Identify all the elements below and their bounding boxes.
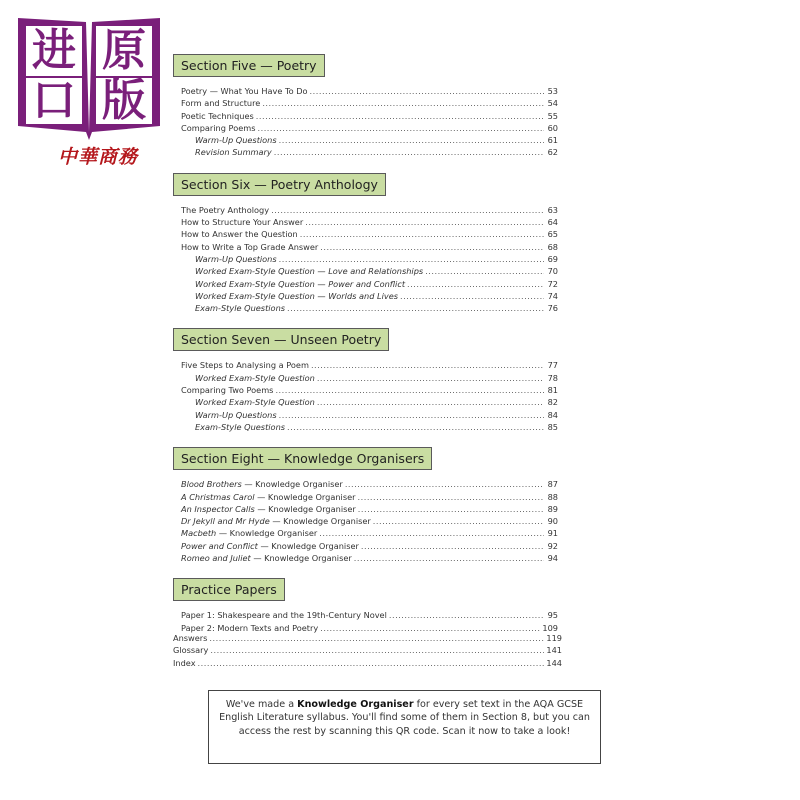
toc-page-number: 54	[547, 98, 558, 109]
table-of-contents	[173, 54, 558, 648]
note-text-before: We've made a	[225, 699, 298, 710]
toc-entry-label: Poetry — What You Have To Do	[181, 86, 308, 96]
toc-entry-label: Worked Exam-Style Question — Worlds and Lives	[195, 290, 398, 301]
toc-entry-suffix: — Knowledge Organiser	[254, 491, 356, 502]
toc-page-number: 55	[547, 110, 558, 121]
dot-leader	[319, 527, 544, 539]
toc-entry-label: How to Write a Top Grade Answer	[181, 241, 319, 252]
toc-page-number: 95	[547, 610, 558, 621]
dot-leader	[279, 134, 544, 146]
toc-entry[interactable]	[181, 503, 558, 515]
dot-leader	[400, 290, 544, 302]
toc-entry-title: Blood Brothers	[181, 479, 242, 490]
toc-entry[interactable]	[181, 552, 558, 564]
toc-entry-label: Answers	[173, 633, 208, 643]
dot-leader	[279, 409, 544, 421]
toc-entry-label: Comparing Two Poems	[181, 385, 274, 396]
toc-page-number: 60	[547, 122, 558, 133]
toc-entry[interactable]	[181, 290, 558, 302]
toc-entry[interactable]	[181, 122, 558, 134]
toc-page-number: 91	[547, 528, 558, 539]
toc-entry-suffix: — Knowledge Organiser	[254, 503, 356, 514]
toc-entry[interactable]	[173, 644, 562, 656]
toc-entry-label	[181, 552, 352, 564]
toc-page-number: 84	[547, 409, 558, 420]
toc-entry-suffix: — Knowledge Organiser	[241, 479, 343, 490]
toc-page-number: 65	[547, 229, 558, 240]
toc-page-number: 70	[547, 266, 558, 277]
toc-list	[181, 359, 558, 433]
toc-entry-suffix: — Knowledge Organiser	[216, 528, 318, 539]
dot-leader	[345, 478, 544, 490]
dot-leader	[287, 302, 544, 314]
dot-leader	[279, 253, 544, 265]
dot-leader	[305, 216, 544, 228]
toc-entry[interactable]	[181, 491, 558, 503]
toc-entry[interactable]	[173, 657, 562, 669]
toc-entry-suffix: — Knowledge Organiser	[269, 516, 371, 527]
toc-entry[interactable]	[181, 265, 558, 277]
dot-leader	[320, 241, 544, 253]
toc-section	[173, 173, 558, 315]
toc-entry[interactable]	[181, 409, 558, 421]
toc-entry[interactable]	[181, 384, 558, 396]
dot-leader	[256, 110, 544, 122]
dot-leader	[354, 552, 544, 564]
toc-entry[interactable]	[181, 253, 558, 265]
toc-page-number: 77	[547, 360, 558, 371]
toc-entry[interactable]	[181, 372, 558, 384]
toc-entry-label: Glossary	[173, 645, 209, 656]
toc-entry[interactable]	[181, 478, 558, 490]
toc-entry-title: A Christmas Carol	[181, 491, 255, 502]
toc-entry[interactable]	[181, 110, 558, 122]
toc-section	[173, 54, 558, 159]
dot-leader	[389, 609, 544, 621]
toc-entry[interactable]	[181, 359, 558, 371]
toc-entry[interactable]	[181, 421, 558, 433]
logo-char-4: 版	[102, 75, 146, 126]
toc-entry-title: Romeo and Juliet	[181, 553, 251, 564]
toc-entry-label: Warm-Up Questions	[195, 409, 277, 420]
toc-page-number: 90	[547, 516, 558, 527]
toc-entry[interactable]	[181, 396, 558, 408]
toc-entry-label: Paper 2: Modern Texts and Poetry	[181, 622, 319, 633]
toc-entry[interactable]	[181, 278, 558, 290]
toc-entry-label	[181, 503, 356, 515]
toc-entry-label: Exam-Style Questions	[195, 421, 286, 432]
toc-entry-label	[181, 515, 371, 527]
toc-page-number: 62	[547, 147, 558, 158]
toc-entry-suffix: — Knowledge Organiser	[250, 553, 352, 564]
section-header: Section Six — Poetry Anthology	[173, 173, 386, 196]
toc-entry-label: Comparing Poems	[181, 122, 256, 133]
toc-entry[interactable]	[181, 134, 558, 146]
logo-char-2: 原	[102, 25, 146, 76]
logo-subtitle: 中華商務	[57, 146, 138, 168]
toc-entry[interactable]	[181, 204, 558, 216]
dot-leader	[311, 359, 544, 371]
logo	[14, 14, 164, 168]
toc-section	[173, 328, 558, 433]
toc-entry-label: Worked Exam-Style Question — Love and Relationships	[195, 266, 424, 277]
dot-leader	[425, 265, 544, 277]
toc-page-number: 69	[547, 253, 558, 264]
dot-leader	[317, 372, 544, 384]
toc-entry[interactable]	[181, 609, 558, 621]
toc-entry-title: Macbeth	[181, 528, 217, 539]
toc-entry-title: Power and Conflict	[181, 540, 258, 551]
section-header: Section Seven — Unseen Poetry	[173, 328, 389, 351]
toc-entry-label: Worked Exam-Style Question — Power and Conflict	[195, 278, 406, 289]
section-header: Section Five — Poetry	[173, 54, 325, 77]
toc-page-number: 85	[547, 421, 558, 432]
toc-page-number: 63	[547, 204, 558, 215]
toc-entry-title: Dr Jekyll and Mr Hyde	[181, 516, 270, 527]
toc-entry-label	[181, 527, 317, 539]
toc-entry[interactable]	[181, 241, 558, 253]
toc-page-number: 78	[547, 372, 558, 383]
knowledge-organiser-note	[208, 690, 601, 764]
toc-entry-label: Warm-Up Questions	[195, 253, 277, 264]
section-header: Section Eight — Knowledge Organisers	[173, 447, 432, 470]
back-matter-list	[173, 632, 562, 669]
toc-entry-label: Revision Summary	[195, 147, 272, 158]
toc-page-number: 141	[546, 645, 562, 656]
toc-list	[181, 478, 558, 564]
dot-leader	[262, 97, 544, 109]
toc-section	[173, 447, 558, 564]
toc-entry[interactable]	[181, 540, 558, 552]
toc-list	[181, 609, 558, 634]
toc-entry-label: Worked Exam-Style Question	[195, 397, 315, 408]
toc-entry-label: Poetic Techniques	[181, 110, 254, 121]
toc-entry[interactable]	[181, 515, 558, 527]
dot-leader	[300, 228, 544, 240]
toc-page-number: 119	[546, 633, 562, 643]
toc-page-number: 144	[546, 657, 562, 668]
dot-leader	[373, 515, 544, 527]
toc-page-number: 88	[547, 491, 558, 502]
toc-entry-label: Warm-Up Questions	[195, 135, 277, 146]
section-header: Practice Papers	[173, 578, 285, 601]
toc-page-number: 94	[547, 553, 558, 564]
dot-leader	[358, 503, 544, 515]
toc-entry-label: The Poetry Anthology	[181, 204, 270, 215]
dot-leader	[271, 204, 544, 216]
toc-entry-label	[181, 478, 343, 490]
toc-entry-title: An Inspector Calls	[181, 503, 255, 514]
toc-entry-label: How to Structure Your Answer	[181, 217, 304, 228]
toc-page-number: 64	[547, 217, 558, 228]
logo-characters	[14, 14, 164, 144]
toc-list	[181, 85, 558, 159]
toc-page-number: 89	[547, 503, 558, 514]
toc-entry[interactable]	[181, 97, 558, 109]
toc-page-number: 109	[542, 622, 558, 633]
toc-entry-label: Form and Structure	[181, 98, 261, 109]
toc-page-number: 68	[547, 241, 558, 252]
toc-entry-label: Worked Exam-Style Question	[195, 372, 315, 383]
toc-entry[interactable]	[181, 146, 558, 158]
dot-leader	[317, 396, 544, 408]
dot-leader	[257, 122, 544, 134]
toc-entry-label	[181, 540, 359, 552]
note-text-after: for every set text in the AQA GCSE English Literature syllabus. You'll find some of them in Section 8, but you can access the rest by scanning this QR code. Scan it now to take a look!	[219, 699, 590, 737]
logo-char-1: 进	[32, 25, 76, 76]
dot-leader	[275, 384, 544, 396]
toc-page-number: 61	[547, 135, 558, 146]
toc-page-number: 53	[547, 86, 558, 96]
toc-page-number: 82	[547, 397, 558, 408]
toc-list	[181, 204, 558, 315]
toc-entry-label: Paper 1: Shakespeare and the 19th-Century Novel	[181, 610, 387, 621]
toc-entry-label: Exam-Style Questions	[195, 303, 286, 314]
toc-entry[interactable]	[173, 632, 562, 644]
toc-page-number: 92	[547, 540, 558, 551]
toc-page-number: 74	[547, 290, 558, 301]
dot-leader	[358, 491, 544, 503]
dot-leader	[287, 421, 544, 433]
dot-leader	[407, 278, 544, 290]
dot-leader	[209, 632, 544, 644]
dot-leader	[274, 146, 544, 158]
toc-entry[interactable]	[181, 302, 558, 314]
toc-page-number: 72	[547, 278, 558, 289]
toc-entry[interactable]	[181, 216, 558, 228]
toc-entry-label: Index	[173, 657, 196, 668]
toc-section	[173, 578, 558, 634]
note-text-bold: Knowledge Organiser	[297, 699, 414, 710]
dot-leader	[198, 657, 545, 669]
dot-leader	[361, 540, 544, 552]
toc-entry-label: How to Answer the Question	[181, 229, 298, 240]
toc-entry[interactable]	[181, 527, 558, 539]
toc-entry[interactable]	[181, 228, 558, 240]
toc-page-number: 87	[547, 479, 558, 490]
logo-char-3: 口	[32, 75, 76, 126]
dot-leader	[310, 85, 544, 97]
toc-entry-suffix: — Knowledge Organiser	[257, 540, 359, 551]
toc-entry[interactable]	[181, 85, 558, 97]
toc-entry-label	[181, 491, 356, 503]
dot-leader	[210, 644, 544, 656]
toc-page-number: 81	[547, 385, 558, 396]
toc-page-number: 76	[547, 303, 558, 314]
toc-entry-label: Five Steps to Analysing a Poem	[181, 360, 309, 371]
